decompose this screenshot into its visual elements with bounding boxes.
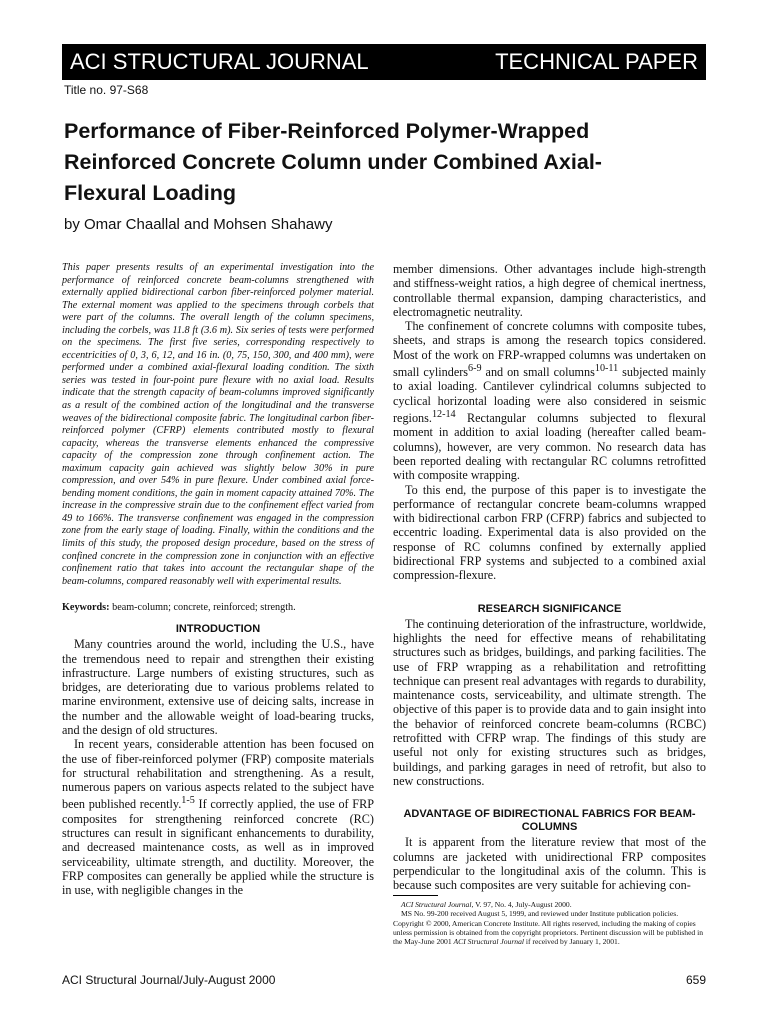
advantage-paragraph: It is apparent from the literature review that most of the columns are jacketed with unidirectional FRP composites perpendicular to the longitudinal axis of the column. This is because such composites are very suitable for achieving con-	[393, 835, 706, 893]
heading-advantage: ADVANTAGE OF BIDIRECTIONAL FABRICS FOR BEAM-COLUMNS	[403, 808, 696, 834]
footnote-journal-2: ACI Structural Journal	[453, 937, 524, 947]
footnote-line2-a: MS No. 99-200 received August 5, 1999, and reviewed under Institute publication policies. Copyright © 2000, American Concrete Institute. All rights reserved, including the making of copies unless permission is obtained from the copyright proprietors. Pertinent discussion will be published in the May-June 2001	[393, 909, 704, 947]
footnote	[393, 900, 706, 946]
footnote-line-1	[393, 900, 706, 909]
keywords-text: beam-column; concrete, reinforced; strength.	[109, 602, 296, 614]
research-significance-paragraph: The continuing deterioration of the infrastructure, worldwide, highlights the need for effective means of rehabilitating structures such as bridges, buildings, and parking facilities. The use of FRP wrapping as a rehabilitation and retrofitting technique can present real advantages with regards to durability, maintenance costs, serviceability, and ultimate strength. The objective of this paper is to provide data and to gain insight into the behavior of reinforced concrete beam-columns (RCBC) retrofitted with CFRP wrap. The findings of this study are useful not only for existing structures such as bridges, buildings, and parking garages in need of retrofit, but also to new constructions.	[393, 616, 706, 788]
intro-paragraph-2	[62, 737, 374, 897]
heading-research-significance: RESEARCH SIGNIFICANCE	[477, 602, 622, 615]
journal-banner	[62, 44, 706, 80]
intro-p2-text-a: In recent years, considerable attention has been focused on the use of fiber-reinforced polymer (FRP) composite materials for structural rehabilitation and strengthening. As a result, numerous papers on various aspects related to the subject have been published recently.	[62, 737, 374, 812]
abstract: This paper presents results of an experimental investigation into the performance of reinforced concrete beam-columns strengthened with externally applied bidirectional carbon fiber-reinforced polymer material. The external moment was applied to the specimens through corbels that were part of the columns. The overall length of the column specimens, including the corbels, was 11.8 ft (3.6 m). Six series of tests were performed on the specimens. The first five series, corresponding respectively to eccentricities of 0, 3, 6, 12, and 16 in. (0, 75, 150, 300, and 400 mm), were performed under a combined axial-flexural loading condition. The sixth series was tested in four-point pure flexure with no axial load. Results indicate that the strength capacity of beam-columns improved significantly as a result of the combined action of the longitudinal and the transverse weaves of the bidirectional composite fabric. The longitudinal carbon fiber-reinforced polymer (CFRP) elements contributed mostly to flexural capacity, whereas the transverse elements enhanced the compressive capacity of the compression zone through confinement action. The maximum capacity gain achieved was slightly below 30% in pure compression, and over 54% in pure flexure. Under combined axial force-bending moment conditions, the gain in moment capacity attained 70%. The increase in the compressive strain due to the confinement effect varied from 49 to 166%. The transverse confinement was engaged in the compression zone from the early stage of loading. Finally, within the conditions and the limits of this study, the proposed design procedure, based on the stress of confined concrete in the compression zone in conjunction with an effective confinement ratio that takes into account the rectangular shape of the beam-columns, compared reasonably well with experimental results.	[62, 262, 374, 587]
p2-text-d: Rectangular columns subjected to flexural moment in addition to axial loading (hereafter called beam-columns), however, are very common. No research data has been reported dealing with rectangular RC columns retrofitted with composite wrapping.	[393, 411, 706, 483]
citation-1-5: 1-5	[181, 795, 195, 807]
p2-text-b: and on small columns	[481, 365, 595, 380]
intro-paragraph-1: Many countries around the world, including the U.S., have the tremendous need to repair and strengthen their existing infrastructure. Large numbers of existing structures, such as bridges, are deteriorating due to various problems related to marine environment, extensive use of deicing salts, increase in the number and the allowable weight of load-bearing trucks, and the design of old structures.	[62, 637, 374, 737]
paper-type: TECHNICAL PAPER	[495, 49, 698, 74]
page-number: 659	[685, 973, 706, 987]
footnote-line2-b: if received by January 1, 2001.	[523, 937, 620, 947]
right-column	[393, 262, 706, 892]
left-column	[62, 262, 374, 898]
p2-text-a: The confinement of concrete columns with composite tubes, sheets, and straps is among the research topics considered. Most of the work on FRP-wrapped columns was undertaken on small cylinders	[393, 319, 706, 380]
paper-title: Performance of Fiber-Reinforced Polymer-Wrapped Reinforced Concrete Column under Combined Axial-Flexural Loading	[64, 119, 602, 205]
footnote-rule	[393, 895, 438, 896]
citation-6-9: 6-9	[468, 363, 482, 375]
intro-cont-paragraph-2	[393, 319, 706, 482]
footnote-line1-rest: , V. 97, No. 4, July-August 2000.	[471, 900, 572, 909]
footnote-journal: ACI Structural Journal	[401, 900, 472, 909]
footer-journal: ACI Structural Journal/July-August 2000	[62, 973, 276, 987]
keywords-label: Keywords:	[62, 602, 110, 614]
keywords	[62, 602, 374, 613]
citation-12-14: 12-14	[431, 409, 456, 421]
title-number: Title no. 97-S68	[64, 83, 149, 97]
intro-p2-text-b: If correctly applied, the use of FRP composites for strengthening reinforced concrete (RC) structures can result in significant enhancements to durability, and decreased maintenance costs, as well as in improved serviceability, ultimate strength, and ductility. Moreover, the FRP composites can generally be applied while the structure is in use, with negligible changes in the	[62, 797, 374, 898]
p2-text-c: subjected mainly to axial loading. Cantilever cylindrical columns subjected to cyclical horizontal loading were also considered in seismic regions.	[393, 365, 706, 426]
citation-10-11: 10-11	[594, 363, 619, 375]
journal-name: ACI STRUCTURAL JOURNAL	[70, 49, 369, 74]
heading-introduction: INTRODUCTION	[175, 623, 261, 636]
footnote-line-2	[393, 909, 706, 946]
intro-cont-paragraph-3: To this end, the purpose of this paper is to investigate the performance of rectangular concrete beam-columns wrapped with bidirectional carbon FRP (CFRP) fabrics and subjected to eccentric loading. Experimental data is also provided on the response of RC columns confined by externally applied bidirectional FRP systems and subjected to a combined axial compression-flexure.	[393, 482, 706, 583]
authors: by Omar Chaallal and Mohsen Shahawy	[64, 216, 333, 233]
intro-cont-paragraph-1: member dimensions. Other advantages include high-strength and stiffness-weight ratios, a high degree of chemical inertness, controllable thermal expansion, damping characteristics, and electromagnetic neutrality.	[393, 262, 706, 319]
